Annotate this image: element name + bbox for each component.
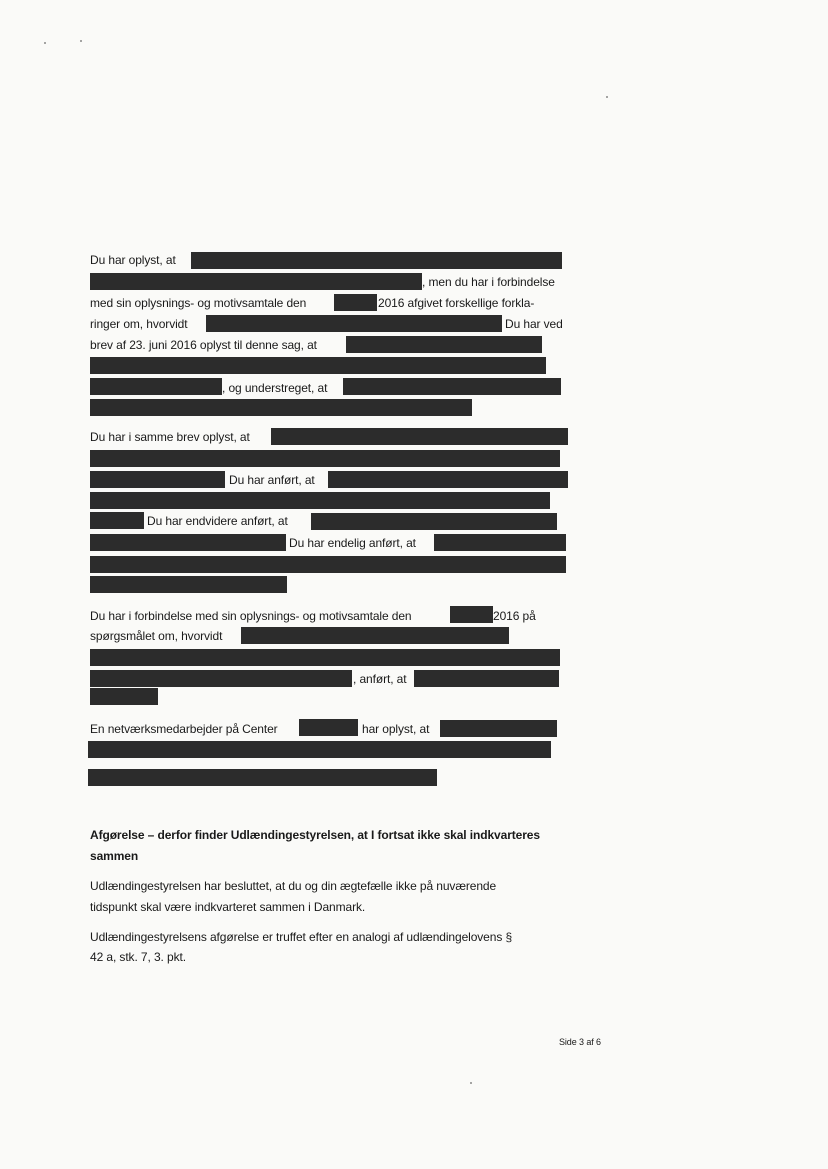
- redaction-block: [241, 627, 509, 644]
- redaction-block: [90, 534, 286, 551]
- redaction-block: [90, 512, 144, 529]
- text-line: spørgsmålet om, hvorvidt: [90, 629, 223, 643]
- scan-speck: [606, 96, 608, 98]
- redaction-block: [299, 719, 358, 736]
- text-line: Du har i samme brev oplyst, at: [90, 430, 250, 444]
- text-line: 42 a, stk. 7, 3. pkt.: [90, 950, 186, 964]
- text-line: med sin oplysnings- og motivsamtale den: [90, 296, 307, 310]
- redaction-block: [88, 769, 437, 786]
- redaction-block: [343, 378, 561, 395]
- text-line: , anført, at: [353, 672, 407, 686]
- redaction-block: [90, 688, 158, 705]
- text-line: Du har endvidere anført, at: [147, 514, 288, 528]
- redaction-block: [191, 252, 562, 269]
- redaction-block: [206, 315, 502, 332]
- text-line: brev af 23. juni 2016 oplyst til denne sag, at: [90, 338, 317, 352]
- redaction-block: [334, 294, 377, 311]
- redaction-block: [90, 576, 287, 593]
- redaction-block: [90, 649, 560, 666]
- redaction-block: [90, 399, 472, 416]
- redaction-block: [271, 428, 568, 445]
- text-line: har oplyst, at: [362, 722, 430, 736]
- scan-speck: [470, 1082, 472, 1084]
- text-line: , men du har i forbindelse: [422, 275, 555, 289]
- redaction-block: [328, 471, 568, 488]
- text-line: 2016 afgivet forskellige forkla-: [378, 296, 535, 310]
- redaction-block: [90, 670, 352, 687]
- section-heading: Afgørelse – derfor finder Udlændingestyrelsen, at I fortsat ikke skal indkvarteres: [90, 828, 540, 842]
- scan-speck: [44, 42, 46, 44]
- scan-speck: [80, 40, 82, 42]
- text-line: Du har oplyst, at: [90, 253, 176, 267]
- redaction-block: [90, 378, 222, 395]
- redaction-block: [311, 513, 557, 530]
- redaction-block: [450, 606, 493, 623]
- text-line: Udlændingestyrelsen har besluttet, at du og din ægtefælle ikke på nuværende: [90, 879, 497, 893]
- redaction-block: [434, 534, 566, 551]
- redaction-block: [346, 336, 542, 353]
- text-line: , og understreget, at: [222, 381, 328, 395]
- redaction-block: [414, 670, 559, 687]
- redaction-block: [90, 450, 560, 467]
- redaction-block: [90, 492, 550, 509]
- text-line: Du har anført, at: [229, 473, 315, 487]
- text-line: Udlændingestyrelsens afgørelse er truffet efter en analogi af udlændingelovens §: [90, 930, 513, 944]
- text-line: 2016 på: [493, 609, 536, 623]
- text-line: tidspunkt skal være indkvarteret sammen i Danmark.: [90, 900, 366, 914]
- page-number: Side 3 af 6: [559, 1037, 601, 1047]
- text-line: ringer om, hvorvidt: [90, 317, 188, 331]
- redaction-block: [440, 720, 557, 737]
- text-line: Du har ved: [505, 317, 563, 331]
- redaction-block: [88, 741, 551, 758]
- section-heading: sammen: [90, 849, 139, 863]
- redaction-block: [90, 556, 566, 573]
- text-line: En netværksmedarbejder på Center: [90, 722, 278, 736]
- redaction-block: [90, 357, 546, 374]
- redaction-block: [90, 273, 422, 290]
- redaction-block: [90, 471, 225, 488]
- text-line: Du har i forbindelse med sin oplysnings- og motivsamtale den: [90, 609, 412, 623]
- text-line: Du har endelig anført, at: [289, 536, 416, 550]
